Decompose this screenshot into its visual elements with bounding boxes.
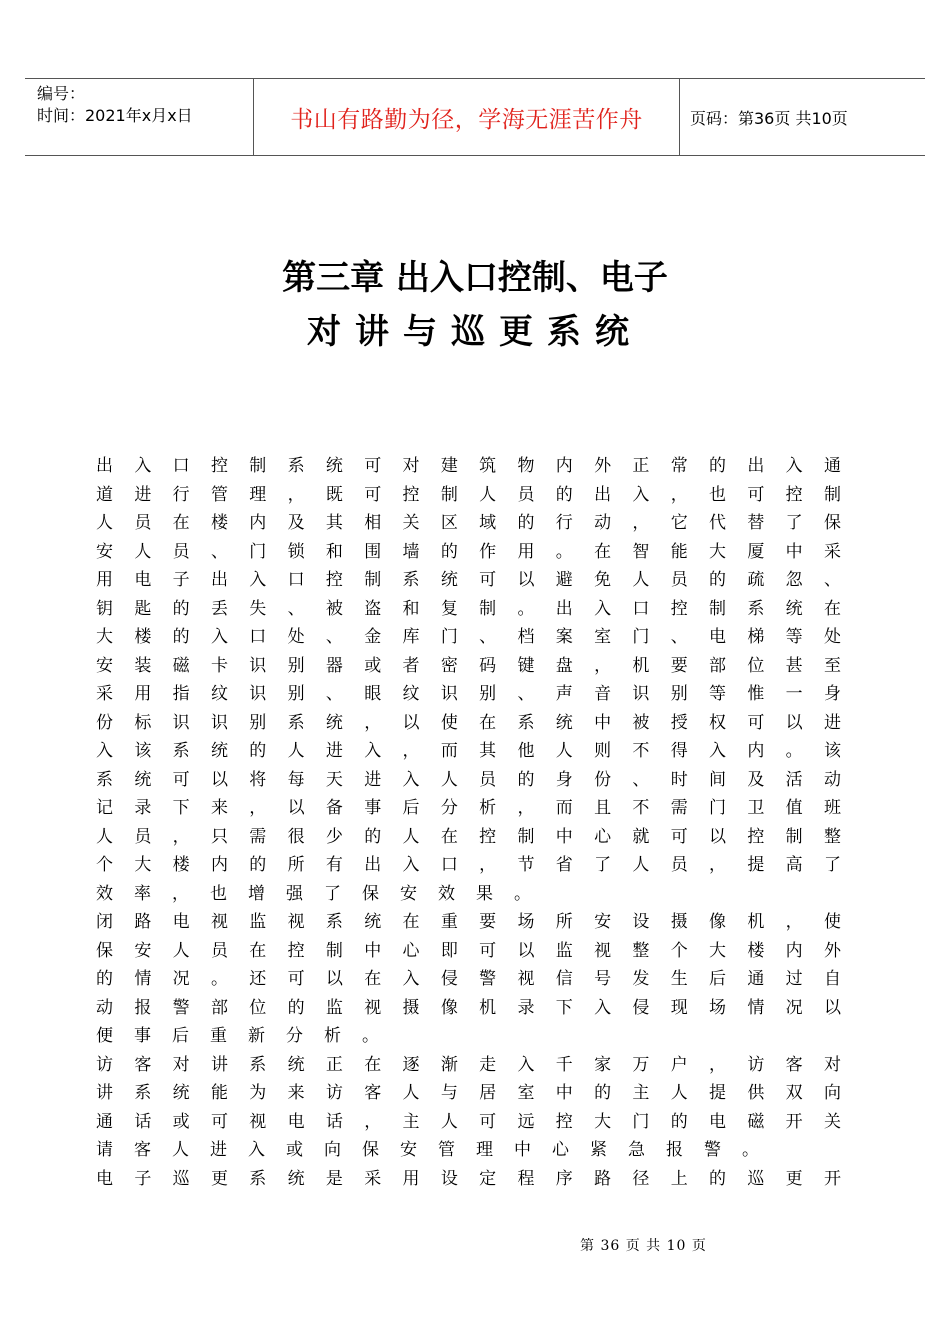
body-line: 的情况。还可以在入侵警视信号发生后通过自 [96, 969, 841, 989]
body-line: 动报警部位的监视摄像机录下入侵现场情况以 [96, 997, 841, 1018]
body-line: 访客对讲系统正在逐渐走入千家万户，访客对 [96, 1054, 841, 1075]
body-line: 安装磁卡识别器或者密码键盘，机要部位甚至 [96, 655, 841, 676]
body-line: 闭路电视监视系统在重要场所安设摄像机，使 [96, 912, 841, 932]
body-line: 讲系统能为来访客人与居室中的主人提供双向 [96, 1083, 841, 1103]
body-line: 便事后重新分析。 [96, 1026, 400, 1046]
header-page-code: 页码：第36页 共10页 [690, 108, 848, 128]
body-line: 人员在楼内及其相关区域的行动，它代替了保 [96, 513, 841, 533]
body-line: 安人员、门锁和围墙的作用。在智能大厦中采 [96, 541, 841, 562]
body-line: 出入口控制系统可对建筑物内外正常的出入通 [96, 456, 841, 476]
page-footer: 第 36 页 共 10 页 [580, 1238, 707, 1254]
body-line: 记录下来，以备事后分析，而且不需门卫值班 [96, 798, 841, 818]
body-line: 效率，也增强了保安效果。 [96, 883, 552, 904]
body-line: 份标识识别系统，以使在系统中被授权可以进 [96, 712, 841, 733]
body-text [96, 452, 841, 1193]
body-line: 系统可以将每天进入人员的身份、时间及活动 [96, 769, 841, 790]
header-motto: 书山有路勤为径，学海无涯苦作舟 [254, 79, 680, 155]
body-line: 保安人员在控制中心即可以监视整个大楼内外 [96, 940, 841, 961]
body-line: 请客人进入或向保安管理中心紧急报警。 [96, 1140, 780, 1160]
body-line: 电子巡更系统是采用设定程序路径上的巡更开 [96, 1168, 841, 1189]
body-line: 钥匙的丢失、被盗和复制。出入口控制系统在 [96, 598, 841, 619]
time-label: 时间：2021年x月x日 [37, 106, 193, 125]
body-line: 大楼的入口处、金库门、档案室门、电梯等处 [96, 627, 841, 647]
body-line: 人员，只需很少的人在控制中心就可以控制整 [96, 826, 841, 847]
body-line: 用电子出入口控制系统可以避免人员的疏忽、 [96, 570, 841, 590]
page-header [25, 78, 925, 156]
body-line: 个大楼内的所有出入口，节省了人员，提高了 [96, 855, 841, 875]
chapter-title-line1: 第三章 出入口控制、电子 [282, 258, 668, 298]
body-line: 采用指纹识别、眼纹识别、声音识别等惟一身 [96, 684, 841, 704]
body-line: 道进行管理，既可控制人员的出入，也可控制 [96, 484, 841, 505]
serial-number-label: 编号： [37, 84, 86, 103]
chapter-title-line2: 对讲与巡更系统 [307, 312, 643, 352]
body-line: 通话或可视电话，主人可远控大门的电磁开关 [96, 1111, 841, 1132]
body-line: 入该系统的人进入，而其他人则不得入内。该 [96, 741, 841, 761]
header-meta [25, 79, 254, 155]
